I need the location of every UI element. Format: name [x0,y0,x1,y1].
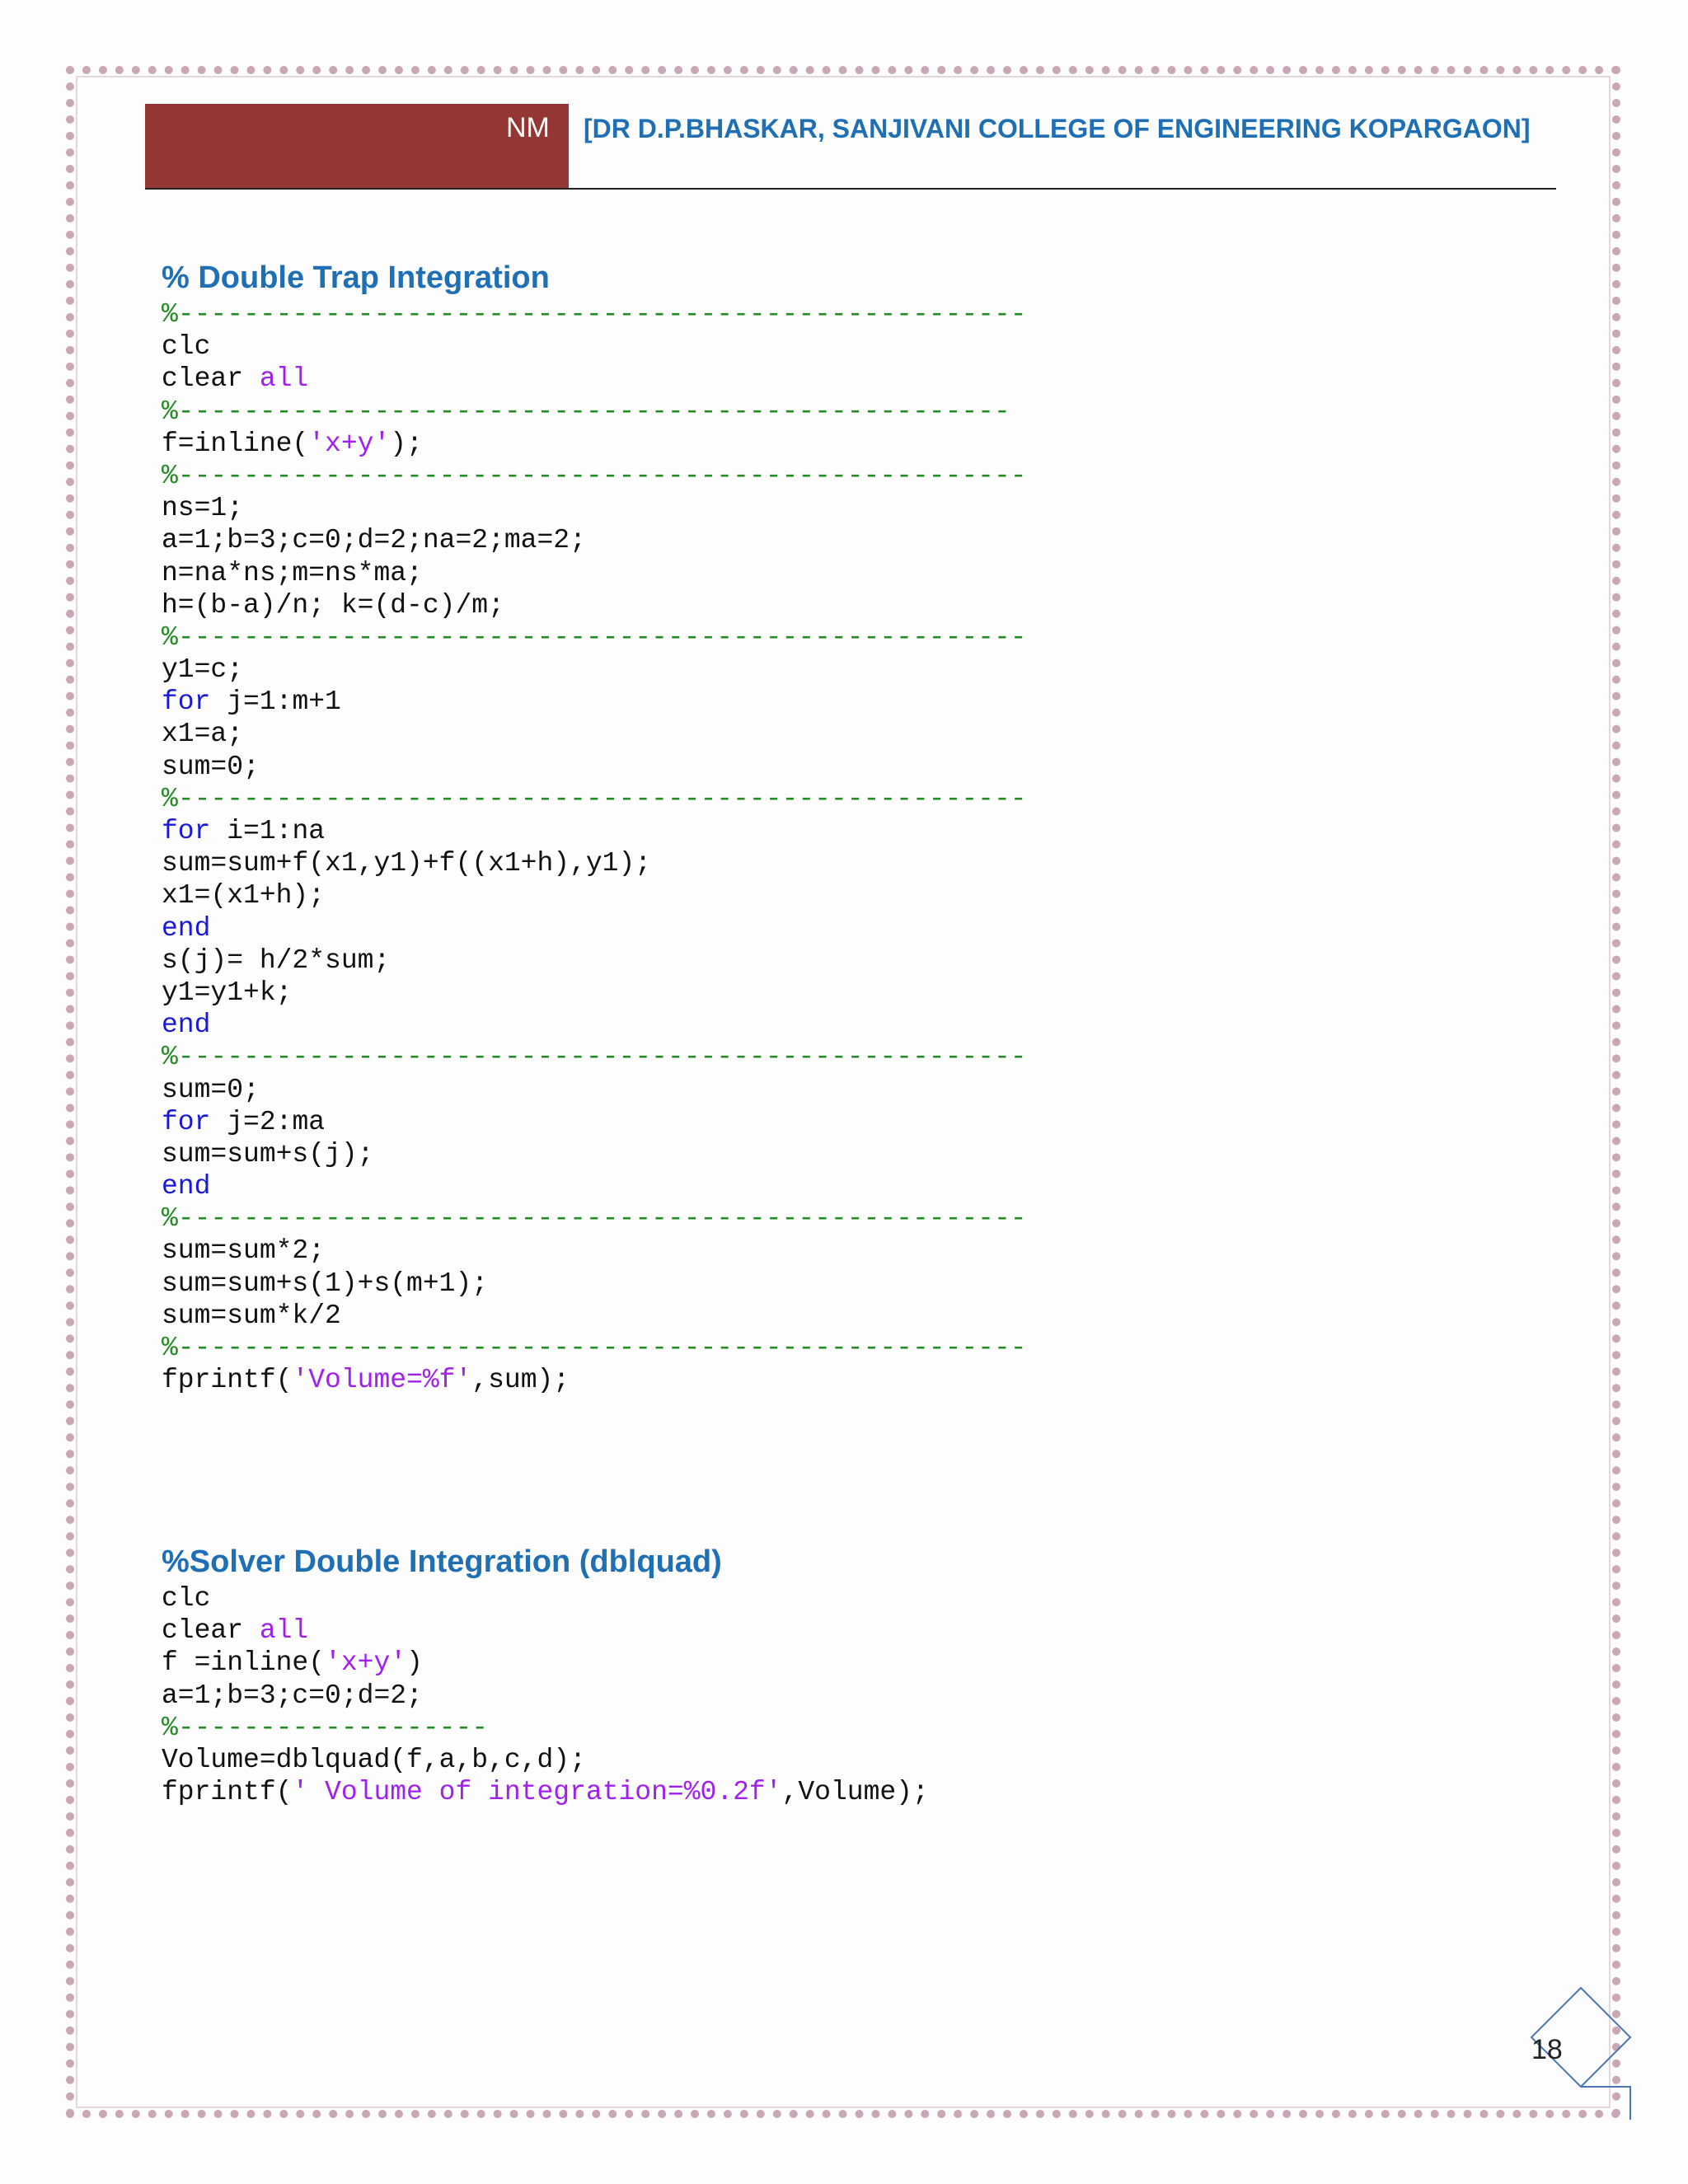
code-line [162,1235,1027,1267]
code-token: a=1;b=3;c=0;d=2;na=2;ma=2; [162,525,586,556]
code-token: %--------------------------------------------------- [162,396,1010,427]
code-token: 'Volume=%f' [292,1365,472,1396]
code-line [162,1364,1027,1396]
code-token: i=1:na [210,816,326,846]
code-token: %---------------------------------------------------- [162,1042,1027,1073]
code-token: ); [390,428,423,459]
code-line [162,1332,1027,1364]
code-token: clear [162,363,260,395]
code-line [162,1268,1027,1300]
code-line [162,460,1027,492]
code-token: ns=1; [162,493,244,524]
code-token: sum=0; [162,751,260,782]
code-token: f =inline( [162,1647,326,1679]
code-line [162,589,1027,621]
code-token: fprintf( [162,1365,293,1396]
code-token: sum=sum+s(j); [162,1138,374,1169]
code-token: f=inline( [162,428,309,459]
code-line [162,1009,1027,1041]
code-token: end [162,912,211,944]
code-token: all [259,363,309,395]
header-author-title: [DR D.P.BHASKAR, SANJIVANI COLLEGE OF ENGINEERING KOPARGAON] [584,114,1531,143]
code-line [162,1074,1027,1106]
code-token: ) [406,1647,423,1679]
code-token: sum=sum*2; [162,1235,326,1267]
code-line [162,492,1027,524]
code-token: Volume=dblquad(f,a,b,c,d); [162,1744,586,1775]
page-number: 18 [1531,2034,1563,2065]
header-color-block [145,104,569,190]
code-line [162,298,1027,330]
code-line [162,1712,929,1744]
code-line [162,1582,929,1615]
code-token: clear [162,1615,260,1647]
code-line [162,330,1027,363]
code-block-double-trap [162,298,1027,1396]
code-line [162,1615,929,1647]
code-token: fprintf( [162,1777,293,1808]
code-line [162,428,1027,460]
code-line [162,1106,1027,1138]
header-divider [145,188,1556,190]
code-token: ,sum); [471,1365,570,1396]
code-token: clc [162,331,211,363]
code-line [162,621,1027,654]
code-line [162,1680,929,1712]
code-line [162,654,1027,686]
code-line [162,944,1027,977]
code-line [162,751,1027,783]
code-token: %------------------- [162,1712,489,1743]
code-token: sum=sum*k/2 [162,1300,341,1331]
code-token: clc [162,1583,211,1614]
code-token: a=1;b=3;c=0;d=2; [162,1680,423,1711]
code-line [162,912,1027,944]
code-token: y1=y1+k; [162,977,293,1008]
section-title-double-trap: % Double Trap Integration [162,260,550,295]
code-token: end [162,1171,211,1202]
code-token: all [259,1615,309,1647]
code-token: 'x+y' [325,1647,407,1679]
code-block-dblquad [162,1582,929,1808]
code-line [162,847,1027,879]
code-line [162,396,1027,428]
code-line [162,977,1027,1009]
code-token: j=2:ma [210,1106,326,1137]
code-token: y1=c; [162,654,244,686]
code-token: n=na*ns;m=ns*ma; [162,557,423,588]
code-token: ' Volume of integration=%0.2f' [292,1777,782,1808]
code-token: s(j)= h/2*sum; [162,944,391,976]
code-line [162,718,1027,750]
code-token: for [162,687,211,718]
code-token: h=(b-a)/n; k=(d-c)/m; [162,589,504,621]
code-token: end [162,1010,211,1041]
code-token: x1=a; [162,719,244,750]
code-token: %---------------------------------------------------- [162,783,1027,814]
code-token: ,Volume); [781,1777,929,1808]
code-token: %---------------------------------------------------- [162,299,1027,330]
code-token: sum=sum+f(x1,y1)+f((x1+h),y1); [162,848,652,879]
code-line [162,1776,929,1808]
code-token: sum=0; [162,1074,260,1105]
code-line [162,879,1027,912]
code-token: j=1:m+1 [210,687,341,718]
code-line [162,1041,1027,1073]
code-line [162,363,1027,395]
code-token: 'x+y' [308,428,391,459]
code-line [162,1744,929,1776]
code-line [162,1202,1027,1235]
section-title-dblquad: %Solver Double Integration (dblquad) [162,1544,722,1579]
code-token: for [162,1106,211,1137]
code-token: for [162,816,211,846]
code-token: %---------------------------------------------------- [162,460,1027,491]
code-line [162,557,1027,589]
code-line [162,1647,929,1679]
code-token: sum=sum+s(1)+s(m+1); [162,1268,489,1299]
code-line [162,1170,1027,1202]
code-token: x1=(x1+h); [162,880,326,912]
code-line [162,815,1027,847]
code-line [162,524,1027,556]
code-token: %---------------------------------------------------- [162,621,1027,653]
code-line [162,1138,1027,1170]
code-token: %---------------------------------------------------- [162,1333,1027,1363]
code-token: %---------------------------------------------------- [162,1203,1027,1235]
code-line [162,783,1027,815]
code-line [162,686,1027,718]
code-line [162,1300,1027,1332]
header-subject-label: NM [506,112,550,143]
